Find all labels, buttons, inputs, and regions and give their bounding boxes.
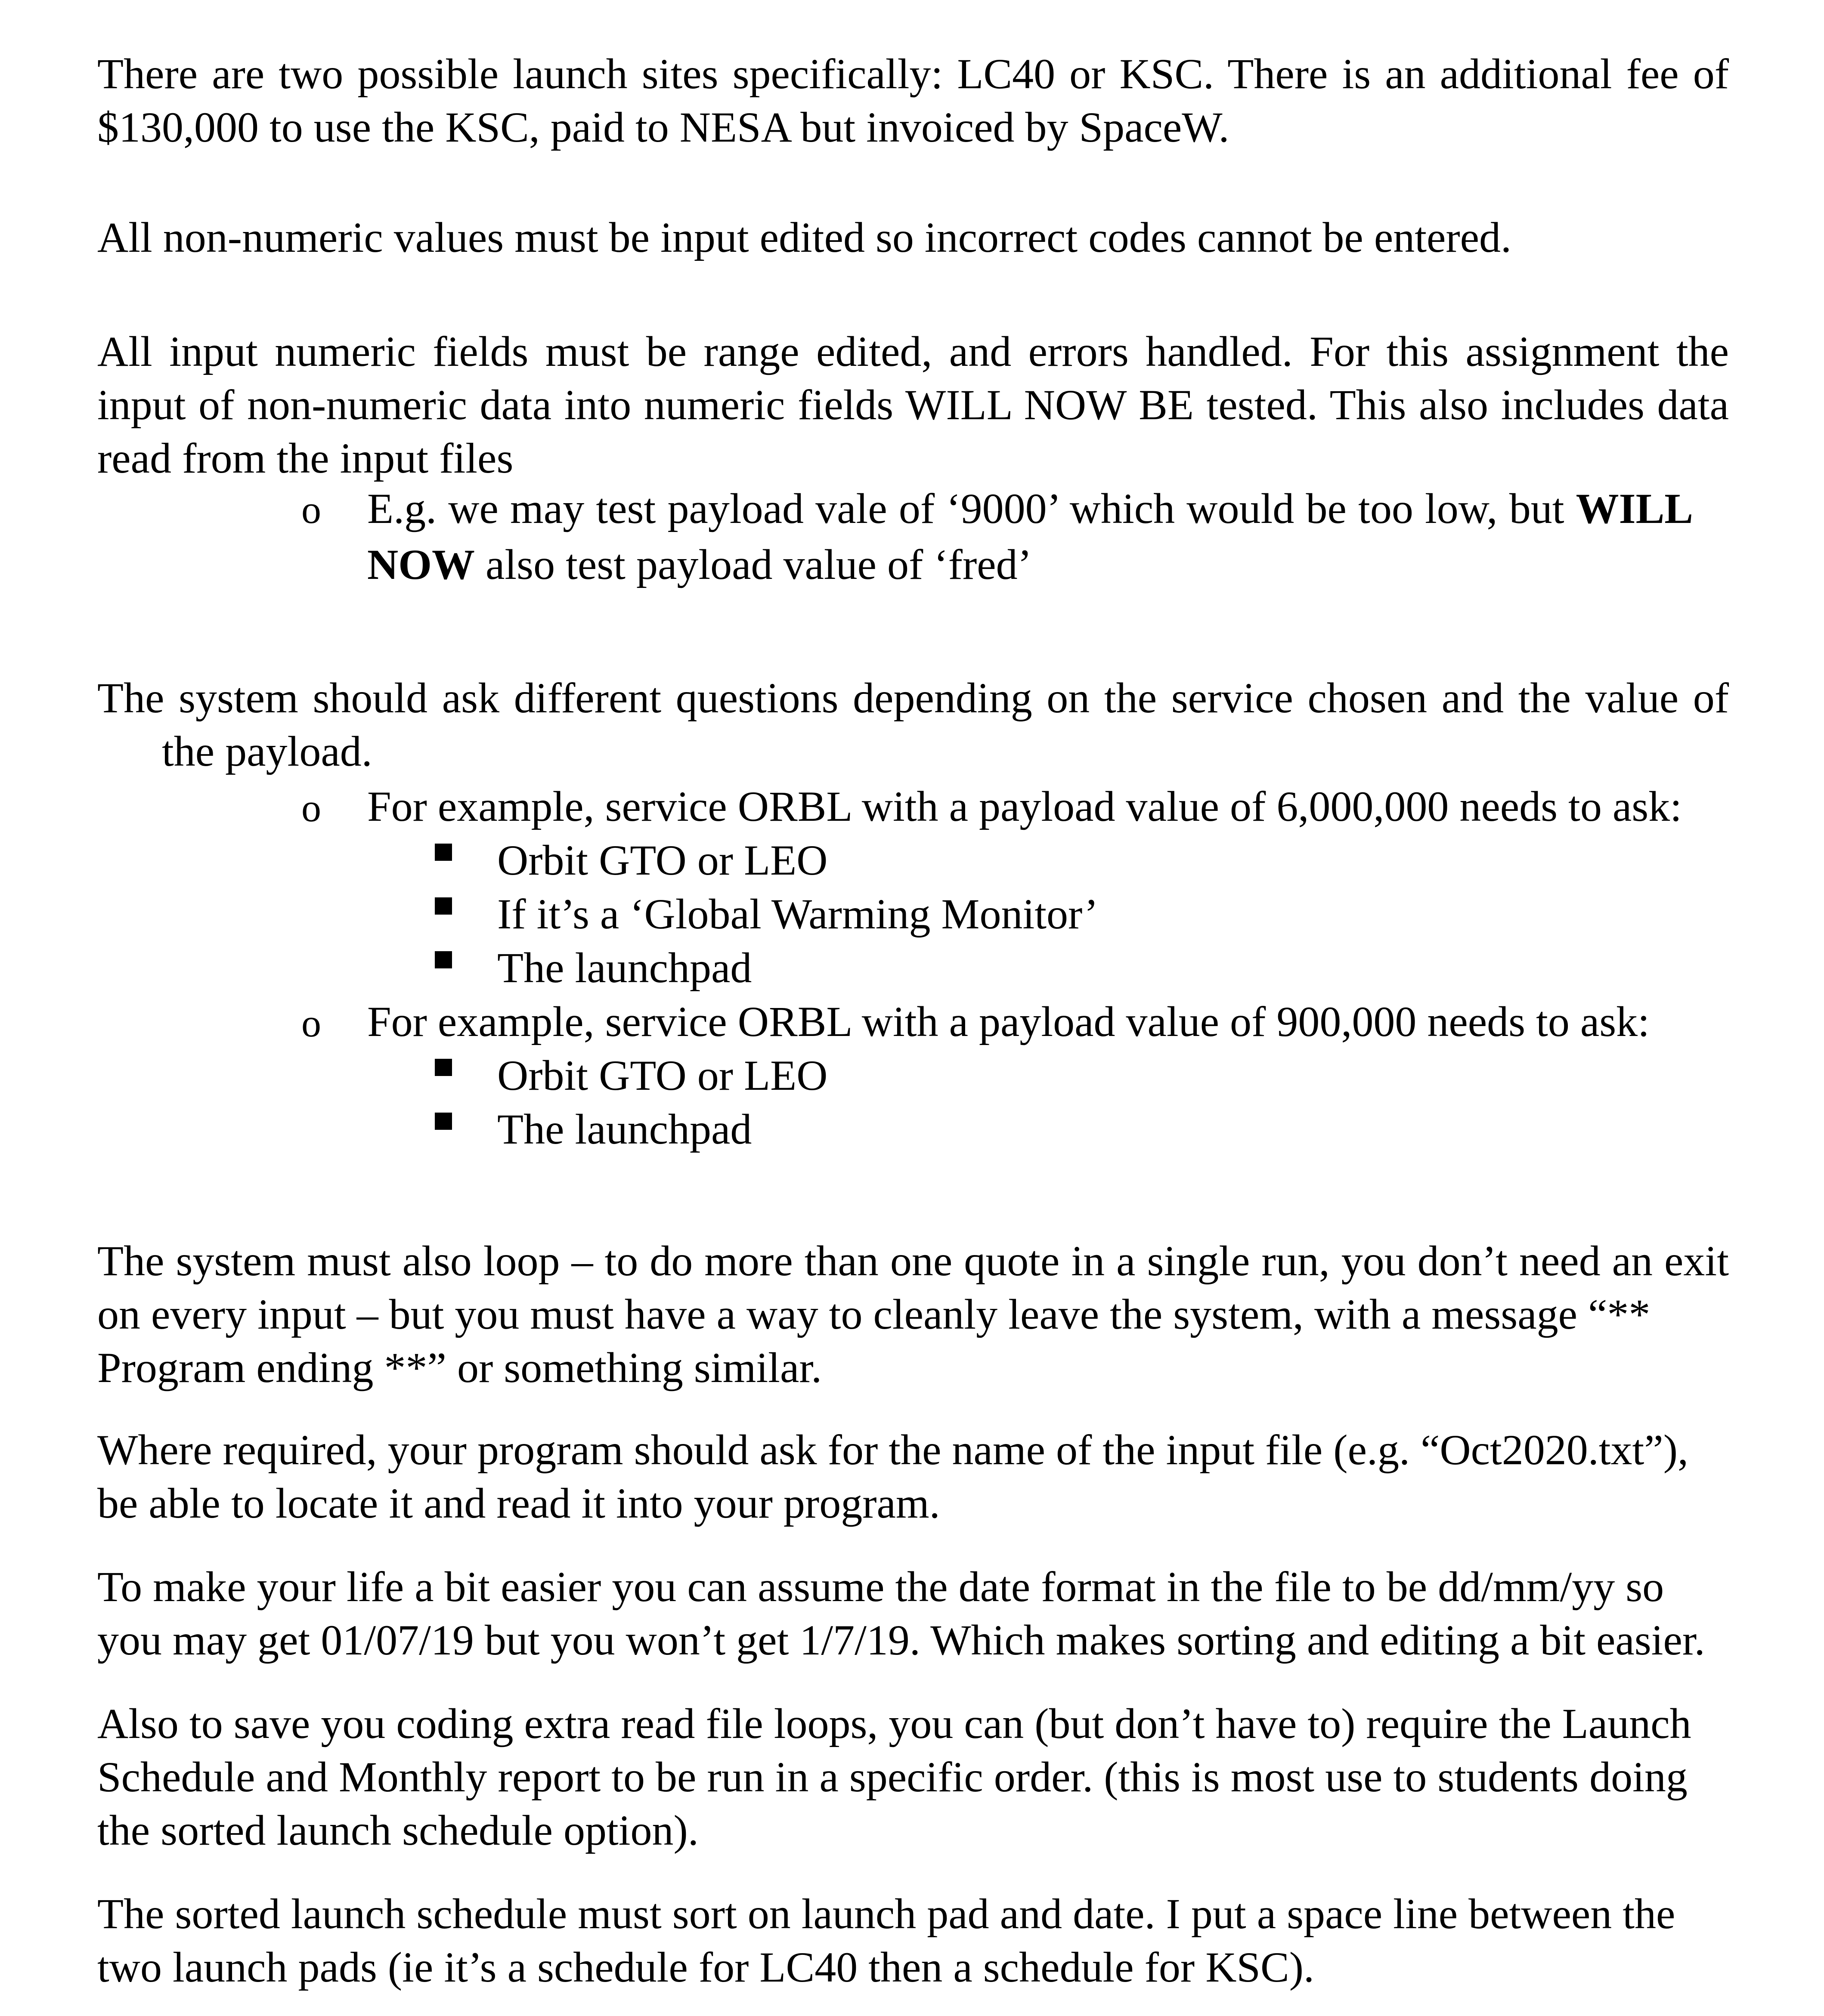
text-line: two launch pads (ie it’s a schedule for LC40 then a schedule for KSC). (97, 1943, 1315, 1991)
paragraph-input-file (97, 1423, 1729, 1530)
paragraph-questions (97, 671, 1729, 778)
text-line: All input numeric fields must be range edited, and errors handled. For this assignment the (97, 328, 1729, 375)
text-line: you may get 01/07/19 but you won’t get 1/7/19. Which makes sorting and editing a bit easier. (97, 1616, 1705, 1664)
square-bullet-icon (435, 951, 452, 968)
paragraph-loop (97, 1234, 1729, 1395)
square-bullet-icon (435, 1059, 452, 1076)
list-item: If it’s a ‘Global Warming Monitor’ (497, 890, 1099, 938)
list-item: Orbit GTO or LEO (497, 1051, 828, 1099)
hollow-bullet-icon: o (301, 488, 321, 532)
text-line: be able to locate it and read it into your program. (97, 1479, 940, 1527)
bold-text: WILL (1576, 485, 1693, 532)
list-item: The launchpad (497, 1105, 752, 1153)
text-line: the sorted launch schedule option). (97, 1806, 699, 1854)
list-item: Orbit GTO or LEO (497, 836, 828, 884)
hollow-bullet-icon: o (301, 1001, 321, 1045)
example-orbl-900000 (367, 995, 1745, 1048)
text-line (367, 482, 1693, 535)
bold-text: NOW (367, 541, 475, 588)
text-line: Program ending **” or something similar. (97, 1344, 822, 1391)
list-item: The launchpad (497, 944, 752, 992)
paragraph-sorted-schedule (97, 1887, 1729, 1994)
paragraph-non-numeric (97, 211, 1729, 264)
text-line: the payload. (162, 727, 372, 775)
square-bullet-icon (435, 1113, 452, 1130)
text-fragment: E.g. we may test payload vale of ‘9000’ which would be too low, but (367, 485, 1576, 532)
text-line: For example, service ORBL with a payload value of 6,000,000 needs to ask: (367, 782, 1682, 830)
text-line: There are two possible launch sites specifically: LC40 or KSC. There is an additional fee of (97, 50, 1729, 98)
hollow-bullet-icon: o (301, 786, 321, 830)
text-line: All non-numeric values must be input edited so incorrect codes cannot be entered. (97, 213, 1512, 261)
text-line: Also to save you coding extra read file loops, you can (but don’t have to) require the Launch (97, 1700, 1691, 1747)
text-line: input of non-numeric data into numeric fields WILL NOW BE tested. This also includes data (97, 381, 1729, 429)
text-line: For example, service ORBL with a payload value of 900,000 needs to ask: (367, 998, 1650, 1045)
paragraph-numeric-fields (97, 325, 1729, 485)
text-line: The sorted launch schedule must sort on launch pad and date. I put a space line between the (97, 1890, 1675, 1938)
paragraph-date-format (97, 1560, 1729, 1667)
text-line: $130,000 to use the KSC, paid to NESA but invoiced by SpaceW. (97, 103, 1229, 151)
example-orbl-6000000 (367, 780, 1745, 833)
text-line: read from the input files (97, 434, 514, 482)
square-bullet-icon (435, 897, 452, 915)
text-line: The system should ask different questions depending on the service chosen and the value of (97, 674, 1729, 722)
paragraph-run-order (97, 1697, 1729, 1857)
text-line: Schedule and Monthly report to be run in a specific order. (this is most use to students doing (97, 1753, 1688, 1801)
paragraph-launch-sites (97, 47, 1729, 154)
text-line: Where required, your program should ask for the name of the input file (e.g. “Oct2020.txt”), (97, 1426, 1688, 1474)
text-fragment: also test payload value of ‘fred’ (475, 541, 1032, 588)
text-line (367, 538, 1693, 591)
text-line: To make your life a bit easier you can assume the date format in the file to be dd/mm/yy so (97, 1563, 1664, 1611)
text-line: The system must also loop – to do more than one quote in a single run, you don’t need an exit (97, 1237, 1729, 1285)
sub-bullet-payload-test (367, 482, 1693, 591)
text-line: on every input – but you must have a way to cleanly leave the system, with a message “** (97, 1290, 1651, 1338)
square-bullet-icon (435, 844, 452, 861)
